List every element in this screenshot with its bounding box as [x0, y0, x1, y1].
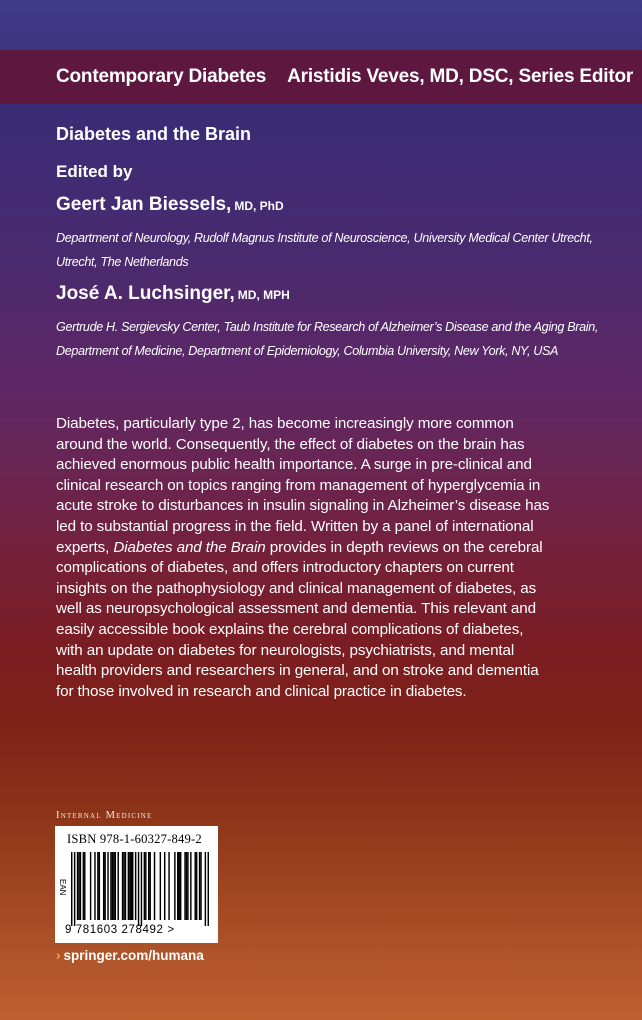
series-editor: Aristidis Veves, MD, DSC, Series Editor	[287, 66, 634, 87]
barcode-bar	[184, 852, 185, 920]
barcode-bar	[83, 852, 84, 920]
barcode-bar	[178, 852, 179, 920]
barcode-bar	[194, 852, 195, 920]
edited-by: Edited by	[56, 162, 133, 181]
description-text: for those involved in research and clinical practice in diabetes.	[56, 682, 467, 700]
barcode-bar	[74, 852, 75, 926]
isbn: ISBN 978-1-60327-849-2	[67, 832, 202, 846]
barcode-bar	[99, 852, 100, 920]
barcode-bar	[129, 852, 130, 920]
barcode-bar	[135, 852, 136, 920]
description-text: insights on the pathophysiology and clinical management of diabetes, as	[56, 579, 537, 597]
editor-1-affiliation-line: Department of Neurology, Rudolf Magnus Institute of Neuroscience, University Medical Center Utrecht,	[56, 231, 593, 245]
description-line	[56, 661, 596, 682]
barcode-bar	[94, 852, 95, 920]
description-text: with an update on diabetes for neurologists, psychiatrists, and mental	[56, 641, 515, 659]
barcode-bar	[168, 852, 169, 920]
barcode-bar	[90, 852, 91, 920]
description-text: acute stroke to disturbances in insulin signaling in Alzheimer’s disease has	[56, 497, 550, 515]
editor-2-affiliation	[56, 315, 598, 363]
barcode-bar	[205, 852, 206, 926]
description-text: provides in depth reviews on the cerebral	[265, 538, 543, 556]
description-text: led to substantial progress in the field. Written by a panel of international	[56, 517, 534, 535]
editor-2-name	[56, 283, 290, 305]
barcode	[71, 852, 209, 926]
description-text: achieved enormous public health importance. A surge in pre-clinical and	[56, 456, 532, 474]
category-label: Internal Medicine	[56, 810, 153, 821]
barcode-bar	[145, 852, 146, 920]
publisher-link[interactable]	[56, 948, 204, 963]
editor-2-affiliation-line: Department of Medicine, Department of Epidemiology, Columbia University, New York, NY, USA	[56, 344, 559, 358]
barcode-bar	[122, 852, 123, 920]
editor-1-affiliation	[56, 226, 593, 274]
description-text: experts,	[56, 538, 114, 556]
barcode-bar	[77, 852, 78, 920]
description-text: health providers and researchers in general, and on stroke and dementia	[56, 662, 539, 680]
barcode-bar	[200, 852, 201, 920]
description-line	[56, 641, 596, 662]
barcode-bar	[110, 852, 111, 920]
barcode-bar	[115, 852, 116, 920]
ean-label: EAN	[58, 879, 67, 896]
description-line	[56, 496, 596, 517]
barcode-bar	[138, 852, 139, 926]
description-line	[56, 682, 596, 703]
description-text: complications of diabetes, and offers introductory chapters on current	[56, 559, 514, 577]
barcode-bar	[128, 852, 129, 920]
series-band	[0, 50, 642, 104]
description-line	[56, 579, 596, 600]
barcode-box	[55, 826, 218, 943]
book-description	[56, 414, 596, 702]
book-title: Diabetes and the Brain	[56, 124, 252, 144]
barcode-bar	[84, 852, 85, 920]
description-line	[56, 414, 596, 435]
barcode-bar	[199, 852, 200, 920]
barcode-bar	[132, 852, 133, 920]
description-text: easily accessible book explains the cerebral complications of diabetes,	[56, 620, 524, 638]
barcode-bar	[174, 852, 175, 920]
description-line	[56, 538, 596, 559]
barcode-bar	[80, 852, 81, 920]
barcode-bar	[149, 852, 150, 920]
editor-2-affiliation-line: Gertrude H. Sergievsky Center, Taub Institute for Research of Alzheimer’s Disease and the Aging Brain,	[56, 320, 599, 334]
top-strip	[0, 0, 642, 50]
barcode-bar	[177, 852, 178, 920]
series-name: Contemporary Diabetes	[56, 66, 267, 87]
description-line	[56, 435, 596, 456]
barcode-bar	[187, 852, 188, 920]
barcode-bar	[113, 852, 114, 920]
barcode-bar	[190, 852, 191, 920]
barcode-bar	[97, 852, 98, 920]
description-line	[56, 455, 596, 476]
barcode-bar	[208, 852, 209, 926]
description-text: well as neuropsychological assessment and dementia. This relevant and	[56, 600, 536, 618]
description-line	[56, 476, 596, 497]
editor-1-name	[56, 194, 284, 216]
barcode-bar	[144, 852, 145, 920]
barcode-bar	[154, 852, 155, 920]
barcode-bar	[160, 852, 161, 920]
barcode-bar	[112, 852, 113, 920]
chevron-right-icon: ›	[56, 948, 61, 963]
description-text: clinical research on topics ranging from management of hyperglycemia in	[56, 476, 541, 494]
barcode-bar	[125, 852, 126, 920]
editor-2-name-text: José A. Luchsinger,	[56, 283, 235, 304]
description-text: Diabetes, particularly type 2, has become increasingly more common	[56, 415, 514, 432]
publisher-url: springer.com/humana	[63, 948, 204, 963]
description-book-title: Diabetes and the Brain	[113, 538, 266, 556]
description-line	[56, 599, 596, 620]
editor-1-affiliation-line: Utrecht, The Netherlands	[56, 255, 189, 269]
description-text: around the world. Consequently, the effect of diabetes on the brain has	[56, 435, 525, 453]
description-line	[56, 558, 596, 579]
barcode-bar	[131, 852, 132, 920]
barcode-bar	[103, 852, 104, 920]
editor-1-name-text: Geert Jan Biessels,	[56, 194, 232, 215]
barcode-bar	[123, 852, 124, 920]
barcode-bar	[196, 852, 197, 920]
barcode-bar	[104, 852, 105, 920]
barcode-bar	[148, 852, 149, 920]
barcode-bar	[164, 852, 165, 920]
barcode-bar	[107, 852, 108, 920]
barcode-bar	[117, 852, 118, 920]
editor-1-credentials: MD, PhD	[234, 199, 284, 213]
description-line	[56, 620, 596, 641]
editor-2-credentials: MD, MPH	[237, 288, 290, 302]
barcode-bar	[186, 852, 187, 920]
barcode-bar	[141, 852, 142, 926]
description-line	[56, 517, 596, 538]
barcode-bar	[71, 852, 72, 926]
barcode-bar	[180, 852, 181, 920]
barcode-bar	[78, 852, 79, 920]
barcode-digits: 9 781603 278492 >	[65, 924, 175, 936]
